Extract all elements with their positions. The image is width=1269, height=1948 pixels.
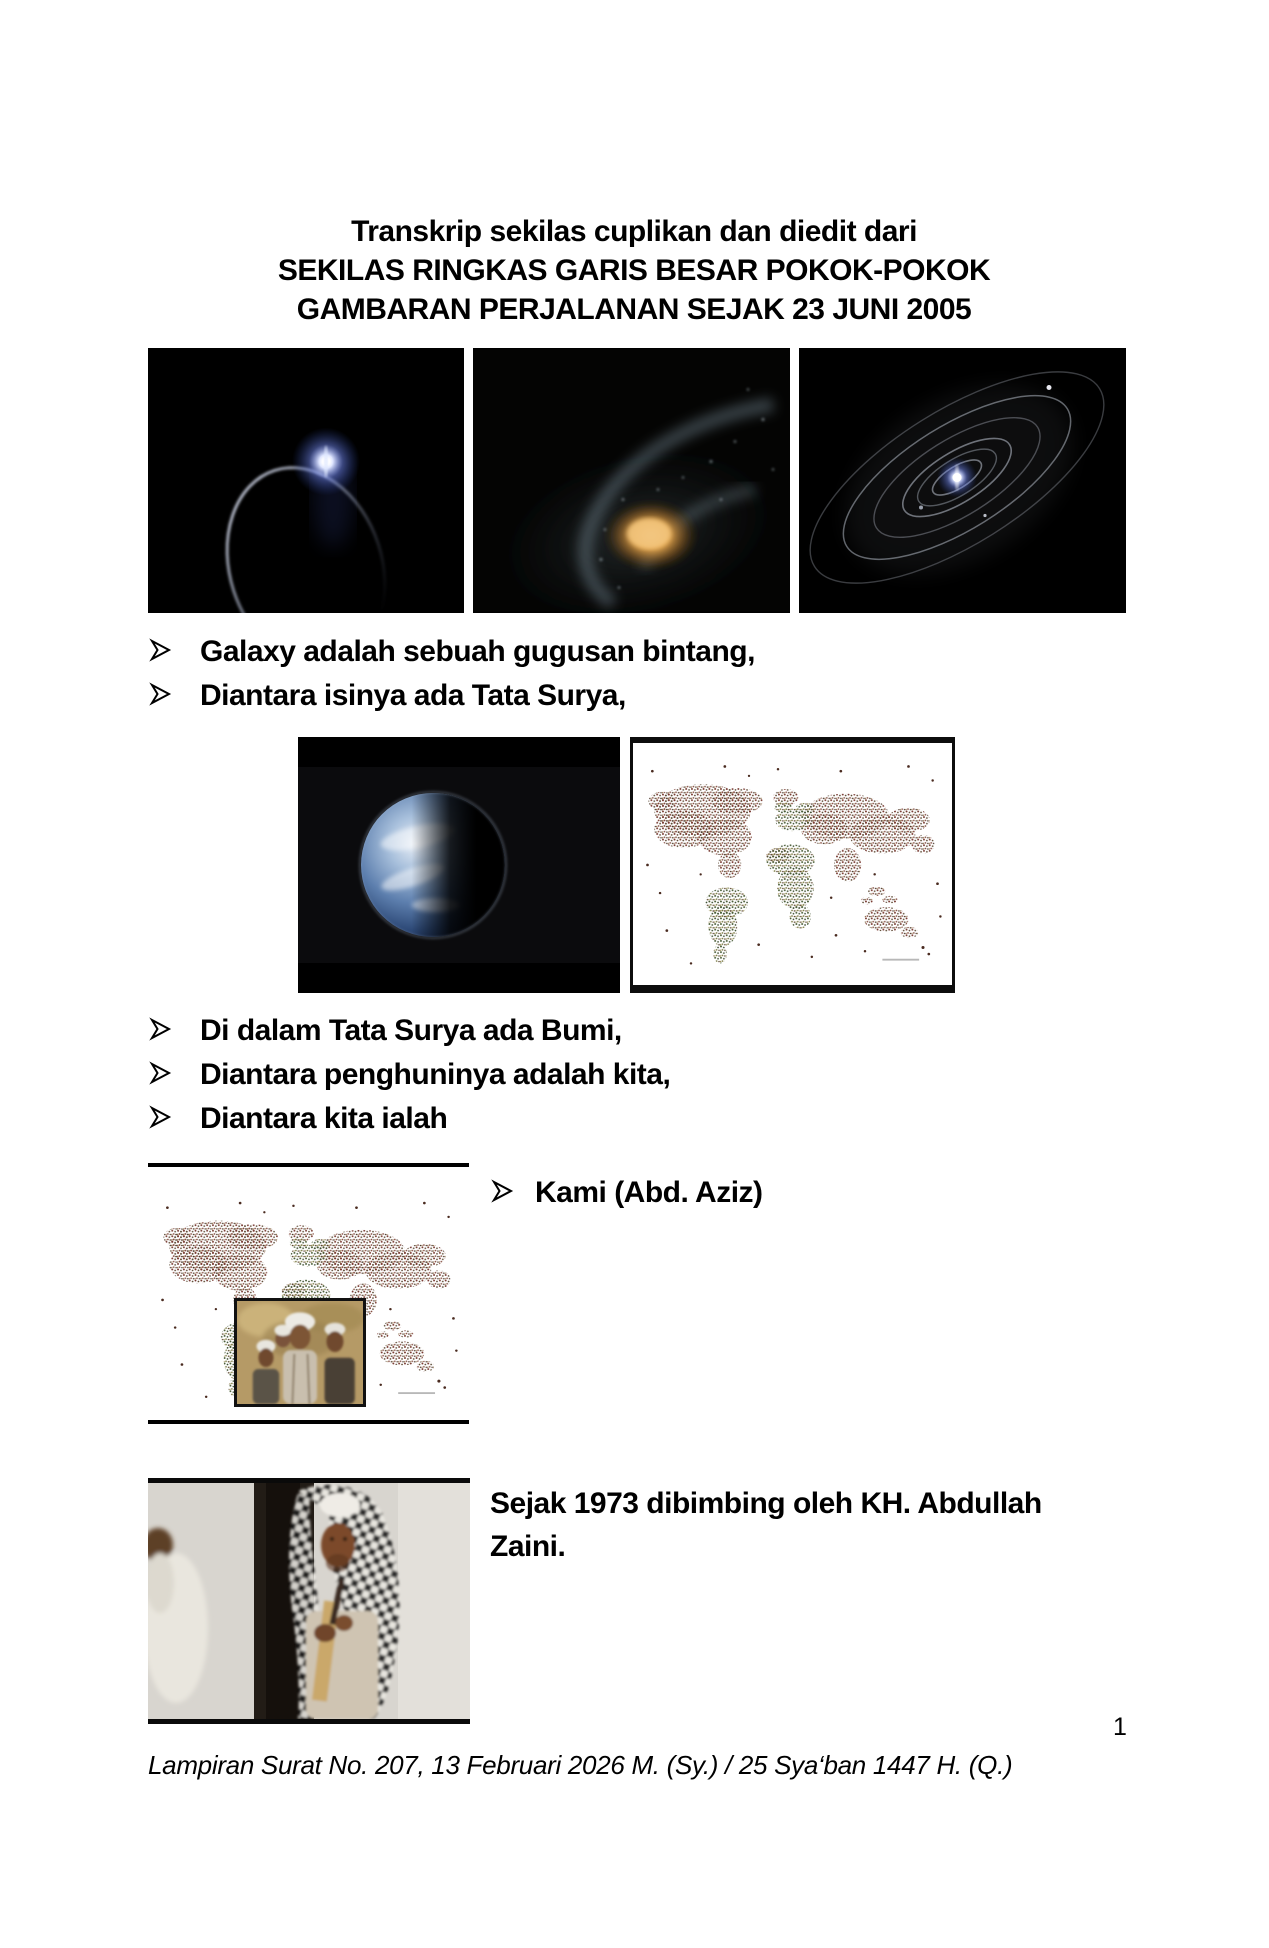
bullet-row: [148, 1053, 1088, 1097]
arrow-bullet-icon: [148, 682, 173, 706]
arrow-bullet-icon: [148, 1017, 173, 1041]
kami-bullet-text: Kami (Abd. Aziz): [535, 1176, 763, 1209]
footer-note: Lampiran Surat No. 207, 13 Februari 2026 M. (Sy.) / 25 Sya‘ban 1447 H. (Q.): [148, 1750, 1013, 1780]
horizontal-rule-bottom: [148, 1420, 469, 1424]
crowd-worldmap-small-image: [148, 1180, 468, 1418]
kh-photo-image: [148, 1478, 470, 1724]
space-images-row: [148, 348, 1126, 613]
bullet-list-space: [148, 630, 1088, 718]
title-line-1: Transkrip sekilas cuplikan dan diedit dari: [351, 215, 917, 248]
bullet-text: Diantara isinya ada Tata Surya,: [200, 679, 626, 712]
arrow-bullet-icon: [148, 638, 173, 662]
title-line-3: GAMBARAN PERJALANAN SEJAK 23 JUNI 2005: [296, 293, 972, 326]
bullet-row: [148, 630, 1088, 674]
arrow-bullet-icon: [148, 1061, 173, 1085]
bullet-row: [148, 674, 1088, 718]
solar-system-image: [799, 348, 1126, 613]
bullet-text: Diantara kita ialah: [200, 1102, 448, 1135]
arrow-bullet-icon: [148, 1105, 173, 1129]
crowd-worldmap-image: [630, 737, 955, 993]
bullet-text: Diantara penghuninya adalah kita,: [200, 1058, 671, 1091]
kh-caption: Sejak 1973 dibimbing oleh KH. Abdullah Zaini.: [490, 1487, 1042, 1563]
galaxy-image: [473, 348, 790, 613]
bullet-row: [148, 1009, 1088, 1053]
inset-group-photo-image: [234, 1298, 366, 1407]
horizontal-rule-top: [148, 1163, 469, 1167]
page-number: 1: [1113, 1713, 1127, 1741]
eclipse-image: [148, 348, 464, 613]
bullet-list-earth: [148, 1009, 1088, 1141]
arrow-bullet-icon: [490, 1179, 515, 1203]
bullet-row: [148, 1097, 1088, 1141]
kami-bullet: [490, 1171, 763, 1215]
bullet-text: Galaxy adalah sebuah gugusan bintang,: [200, 635, 755, 668]
earth-image: [298, 737, 620, 993]
title-block: [148, 212, 1120, 329]
bullet-text: Di dalam Tata Surya ada Bumi,: [200, 1014, 622, 1047]
title-line-2: SEKILAS RINGKAS GARIS BESAR POKOK-POKOK: [277, 254, 991, 287]
